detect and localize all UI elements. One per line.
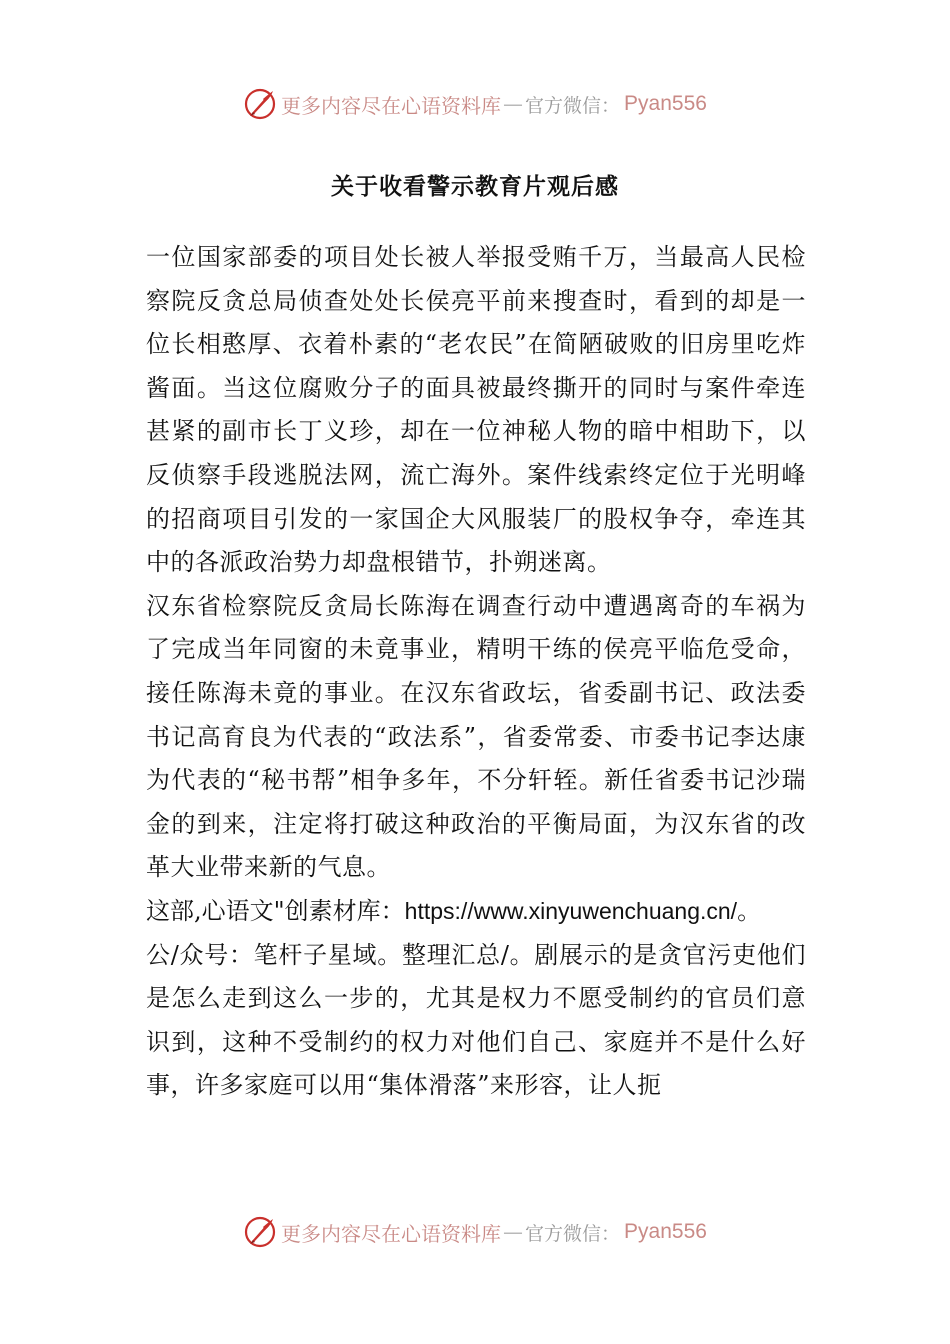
source-line xyxy=(146,890,806,934)
paragraph-3: 公/众号：笔杆子星域。整理汇总/。剧展示的是贪官污吏他们是怎么走到这么一步的，尤其是权力不愿受制约的官员们意识到，这种不受制约的权力对他们自己、家庭并不是什么好事，许多家庭可以用“集体滑落”来形容，让人扼 xyxy=(146,940,806,1100)
watermark-wechat-id: Pyan556 xyxy=(624,92,707,115)
paragraph-1: 一位国家部委的项目处长被人举报受贿千万，当最高人民检察院反贪总局侦查处处长侯亮平前来搜查时，看到的却是一位长相憨厚、衣着朴素的“老农民”在简陋破败的旧房里吃炸酱面。当这位腐败分子的面具被最终撕开的同时与案件牵连甚紧的副市长丁义珍，却在一位神秘人物的暗中相助下，以反侦察手段逃脱法网，流亡海外。案件线索终定位于光明峰的招商项目引发的一家国企大风服装厂的股权争夺，牵连其中的各派政治势力却盘根错节，扑朔迷离。 xyxy=(146,243,806,577)
source-line-suffix: 。 xyxy=(737,896,762,925)
paragraph-2: 汉东省检察院反贪局长陈海在调查行动中遭遇离奇的车祸为了完成当年同窗的未竟事业，精明干练的侯亮平临危受命，接任陈海未竟的事业。在汉东省政坛，省委副书记、政法委书记高育良为代表的“政法系”，省委常委、市委书记李达康为代表的“秘书帮”相争多年，不分轩轾。新任省委书记沙瑞金的到来，注定将打破这种政治的平衡局面，为汉东省的改革大业带来新的气息。 xyxy=(146,591,806,882)
page-title: 关于收看警示教育片观后感 xyxy=(331,174,619,200)
watermark-official-label: 官方微信： xyxy=(525,1222,621,1245)
source-url-link[interactable]: https://www.xinyuwenchuang.cn/ xyxy=(404,897,738,924)
watermark-dash: — xyxy=(503,92,524,116)
watermark-brand: 更多内容尽在心语资料库 xyxy=(281,93,502,118)
quill-pen-icon xyxy=(243,87,277,121)
watermark-dash: — xyxy=(503,1220,524,1244)
footer-watermark xyxy=(0,1210,950,1254)
header-watermark xyxy=(0,82,950,126)
watermark-wechat-id: Pyan556 xyxy=(624,1220,707,1243)
quill-pen-icon xyxy=(243,1215,277,1249)
source-line-prefix: 这部,心语文"创素材库： xyxy=(146,896,405,925)
watermark-brand: 更多内容尽在心语资料库 xyxy=(281,1221,502,1246)
watermark-official-label: 官方微信： xyxy=(525,94,621,117)
document-body xyxy=(146,236,806,1108)
